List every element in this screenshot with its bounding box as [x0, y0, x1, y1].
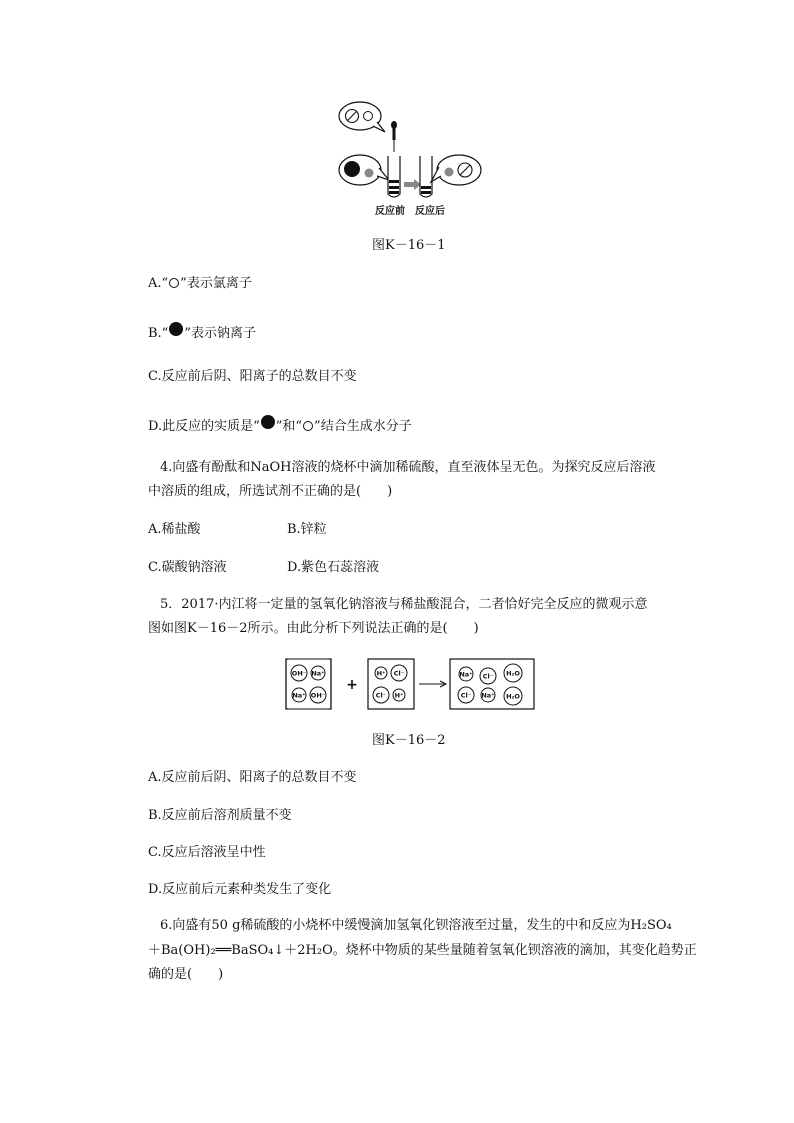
label-after: 反应后: [415, 206, 445, 217]
q3-option-a-pre: A.“: [148, 276, 169, 291]
q3-option-d: [148, 415, 412, 435]
figure-k16-2: [284, 656, 536, 712]
before-bubble: [339, 155, 389, 185]
figure1-caption: 图K－16－1: [372, 238, 446, 253]
molecule-label: H₂O: [506, 669, 520, 678]
after-bubble: [431, 155, 481, 185]
plus-sign: +: [346, 677, 358, 693]
q5-option-c: C.反应后溶液呈中性: [148, 845, 266, 860]
q5-line1: 5．2017·内江将一定量的氢氧化钠溶液与稀盐酸混合，二者恰好完全反应的微观示意: [160, 597, 648, 612]
ion-label: H⁺: [376, 669, 386, 678]
dropper-bubble: [339, 102, 385, 132]
test-tube-before: [388, 156, 400, 197]
ion-label: OH⁻: [291, 669, 307, 678]
ion-label: Cl⁻: [375, 691, 387, 700]
figure-k16-1: [335, 98, 485, 220]
ion-label: Na⁺: [311, 669, 325, 678]
q3-option-a-post: ”表示氯离子: [180, 276, 252, 291]
ion-label: Cl⁻: [393, 669, 405, 678]
q3-option-d-pre: D.此反应的实质是“: [148, 419, 260, 434]
dropper: [391, 121, 397, 152]
figure2-caption: 图K－16－2: [372, 733, 446, 748]
test-tube-after: [420, 156, 432, 197]
q5-option-a: A.反应前后阴、阳离子的总数目不变: [148, 770, 357, 785]
q6-line1: 6.向盛有50 g稀硫酸的小烧杯中缓慢滴加氢氧化钡溶液至过量，发生的中和反应为H₂SO₄: [160, 918, 672, 933]
q3-option-b-pre: B.“: [148, 326, 169, 341]
hydrogen-ion-symbol-icon: [303, 421, 313, 431]
hydrogen-ion-symbol-icon: [169, 278, 179, 288]
ion-label: Na⁺: [481, 691, 495, 700]
q3-option-d-mid: ”和“: [275, 419, 303, 434]
hydroxide-ion-symbol-icon: [169, 322, 183, 336]
q3-option-c: C.反应前后阴、阳离子的总数目不变: [148, 369, 357, 384]
ion-label: Na⁺: [292, 691, 306, 700]
molecule-label: H₂O: [506, 692, 520, 701]
q3-option-b: [148, 322, 256, 342]
q3-option-d-post: ”结合生成水分子: [314, 419, 412, 434]
q3-option-a: [148, 276, 252, 292]
q4-line1: 4.向盛有酚酞和NaOH溶液的烧杯中滴加稀硫酸，直至液体呈无色。为探究反应后溶液: [160, 460, 656, 475]
q4-option-b: B.锌粒: [287, 522, 327, 537]
q6-line2: ＋Ba(OH)₂══BaSO₄↓＋2H₂O。烧杯中物质的某些量随着氢氧化钡溶液的滴加，其变化趋势正: [148, 943, 697, 958]
q5-line2: 图如图K－16－2所示。由此分析下列说法正确的是( ): [148, 621, 479, 636]
ion-label: Cl⁻: [482, 672, 494, 681]
q4-option-c: C.碳酸钠溶液: [148, 560, 227, 575]
ion-label: OH⁻: [310, 691, 326, 700]
q4-line2: 中溶质的组成，所选试剂不正确的是( ): [148, 484, 393, 499]
q6-line3: 确的是( ): [148, 967, 224, 982]
ion-label: H⁺: [394, 691, 404, 700]
q5-option-d: D.反应前后元素种类发生了变化: [148, 882, 332, 897]
hydroxide-ion-symbol-icon: [261, 415, 275, 429]
q4-option-d: D.紫色石蕊溶液: [287, 560, 380, 575]
q4-option-a: A.稀盐酸: [148, 522, 201, 537]
label-before: 反应前: [375, 206, 405, 217]
reaction-arrow: [404, 179, 421, 190]
ion-label: Na⁺: [459, 670, 473, 679]
q5-option-b: B.反应前后溶剂质量不变: [148, 808, 292, 823]
ion-label: Cl⁻: [460, 691, 472, 700]
q3-option-b-post: ”表示钠离子: [184, 326, 256, 341]
